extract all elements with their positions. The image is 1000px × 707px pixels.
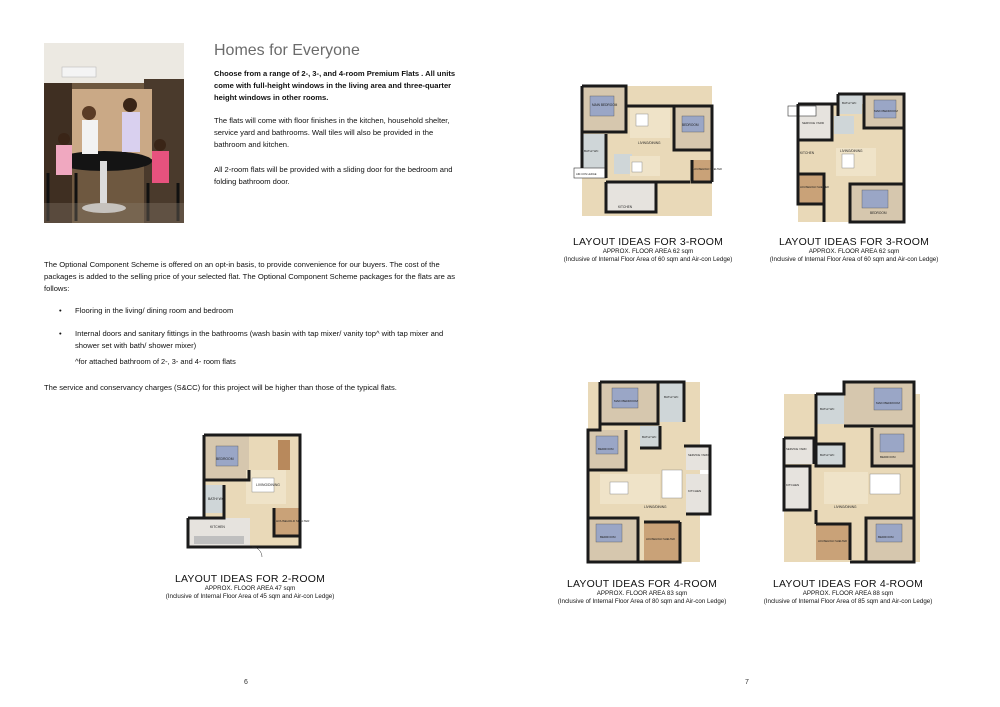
page-title: Homes for Everyone — [214, 42, 360, 59]
plan-label-bath: BATH/ WC — [820, 453, 835, 457]
plan-label-bedroom: BEDROOM — [598, 447, 614, 451]
layout-caption-2-room — [150, 573, 350, 601]
layout-note: (Inclusive of Internal Floor Area of 60 sqm and Air-con Ledge) — [769, 256, 939, 263]
plan-label-bath: BATH/ WC — [842, 101, 857, 105]
plan-label-kitchen: KITCHEN — [210, 525, 225, 529]
page-number-right: 7 — [745, 679, 749, 686]
layout-title: LAYOUT IDEAS FOR 4-ROOM — [772, 578, 924, 590]
plan-label-living: LIVING/DINING — [840, 149, 863, 153]
plan-label-bedroom: BEDROOM — [870, 211, 887, 215]
floor-plan-3-room-a — [570, 82, 725, 232]
page-number-left: 6 — [244, 679, 248, 686]
layout-note: (Inclusive of Internal Floor Area of 85 sqm and Air-con Ledge) — [763, 598, 933, 605]
plan-label-kitchen: KITCHEN — [786, 483, 800, 487]
floor-plan-4-room-a — [580, 374, 725, 574]
plan-label-bedroom: BEDROOM — [600, 535, 616, 539]
bullet-dot-icon: • — [59, 306, 62, 315]
plan-label-living: LIVING/DINING — [638, 141, 661, 145]
plan-label-main-bedroom: MAIN BEDROOM — [592, 103, 618, 107]
plan-label-shelter: HOUSEHOLD SHELTER — [276, 519, 310, 523]
layout-area: APPROX. FLOOR AREA 47 sqm — [204, 585, 296, 592]
layout-title: LAYOUT IDEAS FOR 2-ROOM — [174, 573, 326, 585]
layout-area: APPROX. FLOOR AREA 62 sqm — [808, 248, 900, 255]
plan-label-main-bedroom: MAIN BEDROOM — [874, 109, 898, 113]
layout-note: (Inclusive of Internal Floor Area of 60 sqm and Air-con Ledge) — [563, 256, 733, 263]
plan-label-kitchen: KITCHEN — [688, 489, 702, 493]
bullet-footnote: ^for attached bathroom of 2-, 3- and 4- room flats — [75, 357, 236, 366]
plan-label-living: LIVING/DINING — [834, 505, 857, 509]
service-conservancy-text: The service and conservancy charges (S&CC) for this project will be higher than those of the typical flats. — [44, 383, 397, 392]
plan-label-bedroom: BEDROOM — [682, 123, 699, 127]
plan-label-shelter: HOUSEHOLD SHELTER — [818, 540, 847, 543]
plan-label-kitchen: KITCHEN — [800, 151, 814, 155]
floor-plan-2-room — [186, 430, 310, 565]
layout-caption-3-room-b — [754, 236, 954, 264]
intro-paragraph-3: All 2-room flats will be provided with a sliding door for the bedroom and folding bathroom door. — [214, 165, 453, 186]
plan-label-shelter: HOUSEHOLD SHELTER — [800, 186, 829, 189]
floor-plan-4-room-b — [776, 374, 926, 574]
layout-caption-4-room-a — [542, 578, 742, 606]
plan-label-service-yard: SERVICE YARD — [802, 121, 825, 125]
intro-paragraph-1: Choose from a range of 2-, 3-, and 4-room Premium Flats . All units come with full-height windows in the living area and three-quarter height windows in other rooms. — [214, 69, 456, 102]
plan-label-bath: BATH/ WC — [664, 395, 679, 399]
plan-label-living: LIVING/DINING — [644, 505, 667, 509]
layout-note: (Inclusive of Internal Floor Area of 80 sqm and Air-con Ledge) — [557, 598, 727, 605]
plan-label-bedroom: BEDROOM — [216, 457, 234, 461]
layout-area: APPROX. FLOOR AREA 83 sqm — [596, 590, 688, 597]
plan-label-shelter: HOUSEHOLD SHELTER — [693, 168, 722, 171]
layout-title: LAYOUT IDEAS FOR 3-ROOM — [572, 236, 724, 248]
plan-label-bath: BATH/ WC — [208, 497, 225, 501]
layout-caption-3-room-a — [548, 236, 748, 264]
layout-title: LAYOUT IDEAS FOR 3-ROOM — [778, 236, 930, 248]
plan-label-service-yard: SERVICE YARD — [688, 453, 709, 457]
plan-label-bedroom: BEDROOM — [880, 455, 896, 459]
plan-label-bath: BATH/ WC — [642, 435, 657, 439]
plan-label-main-bedroom: MAIN BEDROOM — [614, 399, 638, 403]
layout-note: (Inclusive of Internal Floor Area of 45 sqm and Air-con Ledge) — [165, 593, 335, 600]
optional-component-scheme-text: The Optional Component Scheme is offered on an opt-in basis, to provide convenience for our buyers. The cost of the packages is added to the selling price of your selected flat. The Optional Component Scheme packages for the flats are as follows: — [44, 260, 456, 293]
bullet-dot-icon: • — [59, 329, 62, 338]
floor-plan-3-room-b — [780, 86, 930, 231]
plan-label-living: LIVING/DINING — [256, 483, 280, 487]
plan-label-bath: BATH/ WC — [820, 407, 835, 411]
layout-area: APPROX. FLOOR AREA 62 sqm — [602, 248, 694, 255]
plan-label-shelter: HOUSEHOLD SHELTER — [646, 538, 675, 541]
plan-label-bedroom: BEDROOM — [878, 535, 894, 539]
intro-paragraph-2: The flats will come with floor finishes in the kitchen, household shelter, service yard and bathrooms. Wall tiles will also be provided in the bathroom and kitchen. — [214, 116, 450, 149]
layout-area: APPROX. FLOOR AREA 88 sqm — [802, 590, 894, 597]
plan-label-kitchen: KITCHEN — [618, 205, 632, 209]
family-dining-photo — [44, 43, 184, 223]
plan-label-aircon: AIR-CON LEDGE — [576, 173, 597, 176]
layout-title: LAYOUT IDEAS FOR 4-ROOM — [566, 578, 718, 590]
layout-caption-4-room-b — [748, 578, 948, 606]
plan-label-bath: BATH/ WC — [584, 149, 599, 153]
plan-label-service-yard: SERVICE YARD — [786, 447, 807, 451]
plan-label-main-bedroom: MAIN BEDROOM — [876, 401, 900, 405]
